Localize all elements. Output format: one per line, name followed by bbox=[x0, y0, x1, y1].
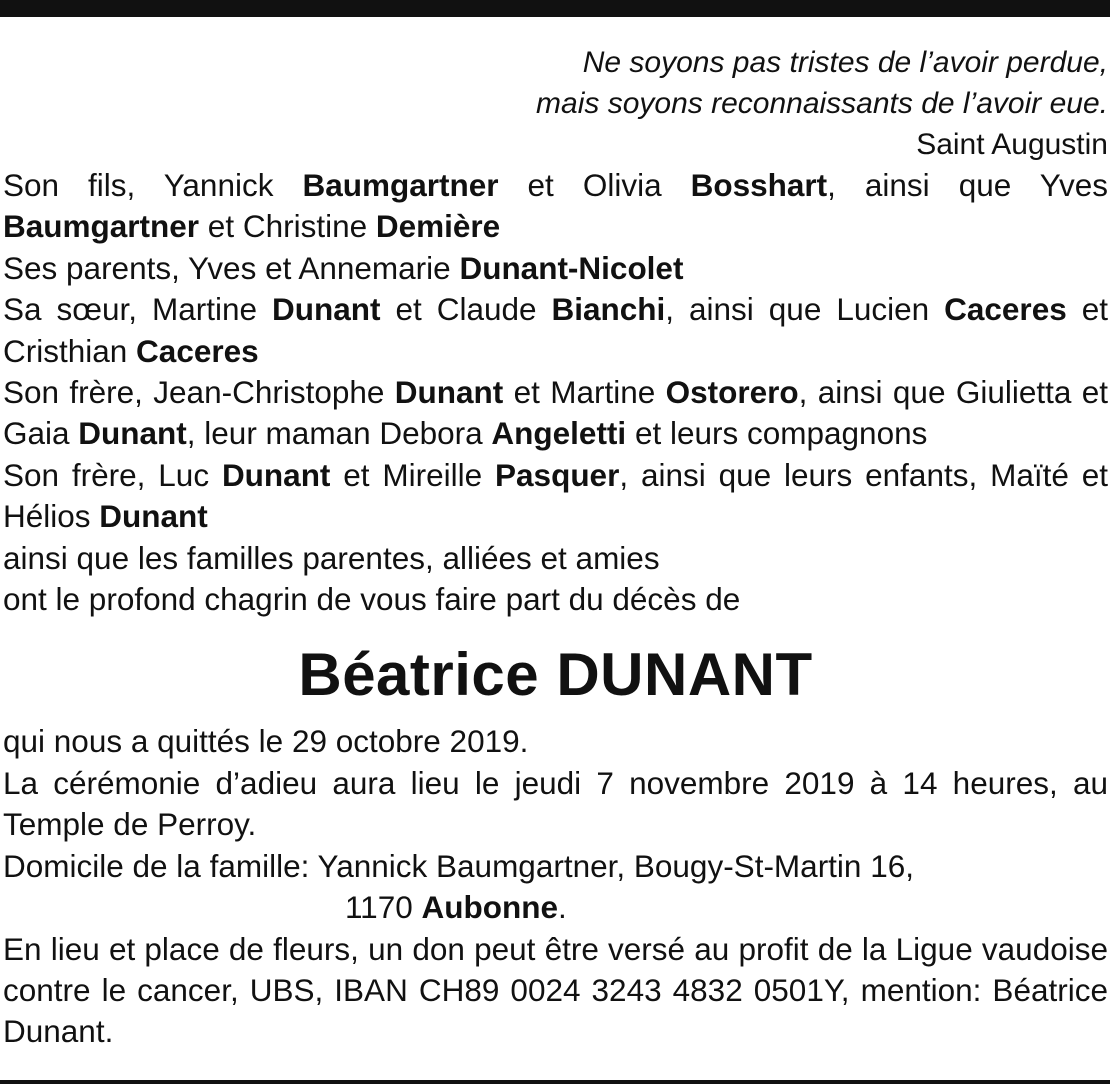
postal-code: 1170 bbox=[345, 889, 422, 926]
text: Ses parents, Yves et Annemarie bbox=[3, 249, 460, 286]
surname: Caceres bbox=[944, 291, 1067, 328]
family-sister bbox=[3, 289, 1108, 372]
family-son bbox=[3, 165, 1108, 248]
text: et Claude bbox=[380, 291, 552, 328]
text: . bbox=[557, 889, 567, 926]
epigraph-author: Saint Augustin bbox=[916, 128, 1108, 161]
text: et Cristhian bbox=[3, 291, 1108, 369]
surname: Dunant bbox=[78, 415, 187, 452]
surname: Bosshart bbox=[690, 167, 828, 203]
surname: Bianchi bbox=[551, 291, 666, 328]
donation-info: En lieu et place de fleurs, un don peut être versé au profit de la Ligue vaudoise contre le cancer, UBS, IBAN CH89 0024 3243 4832 0501Y, mention: Béatrice Dunant. bbox=[3, 930, 1108, 1050]
date-of-death: qui nous a quittés le 29 octobre 2019. bbox=[3, 723, 529, 760]
text: Son fils, Yannick bbox=[3, 167, 303, 203]
surname: Dunant bbox=[272, 291, 381, 328]
epigraph-line-2: mais soyons reconnaissants de l’avoir eue. bbox=[536, 87, 1108, 120]
text: , ainsi que Giulietta et Gaia bbox=[3, 374, 1108, 452]
deceased-name: Béatrice DUNANT bbox=[298, 641, 813, 709]
text: et leurs compagnons bbox=[626, 415, 928, 452]
surname: Dunant-Nicolet bbox=[459, 249, 684, 286]
text: , ainsi que leurs enfants, Maïté et Hélios bbox=[3, 456, 1108, 535]
surname: Baumgartner bbox=[3, 208, 200, 245]
text: , ainsi que Yves bbox=[827, 167, 1108, 203]
family-parents bbox=[3, 248, 1108, 289]
surname: Demière bbox=[375, 208, 501, 245]
surname: Caceres bbox=[136, 332, 259, 369]
surname: Dunant bbox=[394, 374, 504, 411]
epigraph bbox=[3, 42, 1108, 165]
surname: Dunant bbox=[99, 498, 208, 535]
text: , ainsi que Lucien bbox=[665, 291, 945, 328]
family-brother-2 bbox=[3, 455, 1108, 538]
surname: Dunant bbox=[221, 456, 331, 493]
obituary-notice bbox=[3, 42, 1108, 1053]
surname: Angeletti bbox=[491, 415, 627, 452]
text: et Mireille bbox=[330, 456, 496, 493]
epigraph-line-1: Ne soyons pas tristes de l’avoir perdue, bbox=[582, 46, 1108, 79]
text: et Martine bbox=[503, 374, 666, 411]
family-brother-1 bbox=[3, 372, 1108, 455]
bottom-rule bbox=[0, 1080, 1110, 1084]
surname: Pasquer bbox=[495, 456, 620, 493]
family-announcement bbox=[3, 165, 1108, 620]
announcement-line: ont le profond chagrin de vous faire part du décès de bbox=[3, 581, 741, 618]
ceremony-info: La cérémonie d’adieu aura lieu le jeudi 7 novembre 2019 à 14 heures, au Temple de Perroy. bbox=[3, 764, 1108, 843]
top-rule bbox=[0, 0, 1110, 17]
text: Son frère, Luc bbox=[3, 456, 222, 493]
text: Son frère, Jean-Christophe bbox=[3, 374, 395, 411]
text: Sa sœur, Martine bbox=[3, 291, 272, 328]
surname: Ostorero bbox=[665, 374, 799, 411]
text: et Olivia bbox=[498, 167, 691, 203]
family-others: ainsi que les familles parentes, alliées et amies bbox=[3, 539, 660, 576]
text: et Christine bbox=[199, 208, 376, 245]
family-address-city bbox=[3, 887, 1108, 928]
family-address: Domicile de la famille: Yannick Baumgartner, Bougy-St-Martin 16, bbox=[3, 847, 914, 884]
text: , leur maman Debora bbox=[186, 415, 492, 452]
city: Aubonne bbox=[421, 889, 558, 926]
ceremony-details bbox=[3, 721, 1108, 1052]
surname: Baumgartner bbox=[302, 167, 499, 203]
